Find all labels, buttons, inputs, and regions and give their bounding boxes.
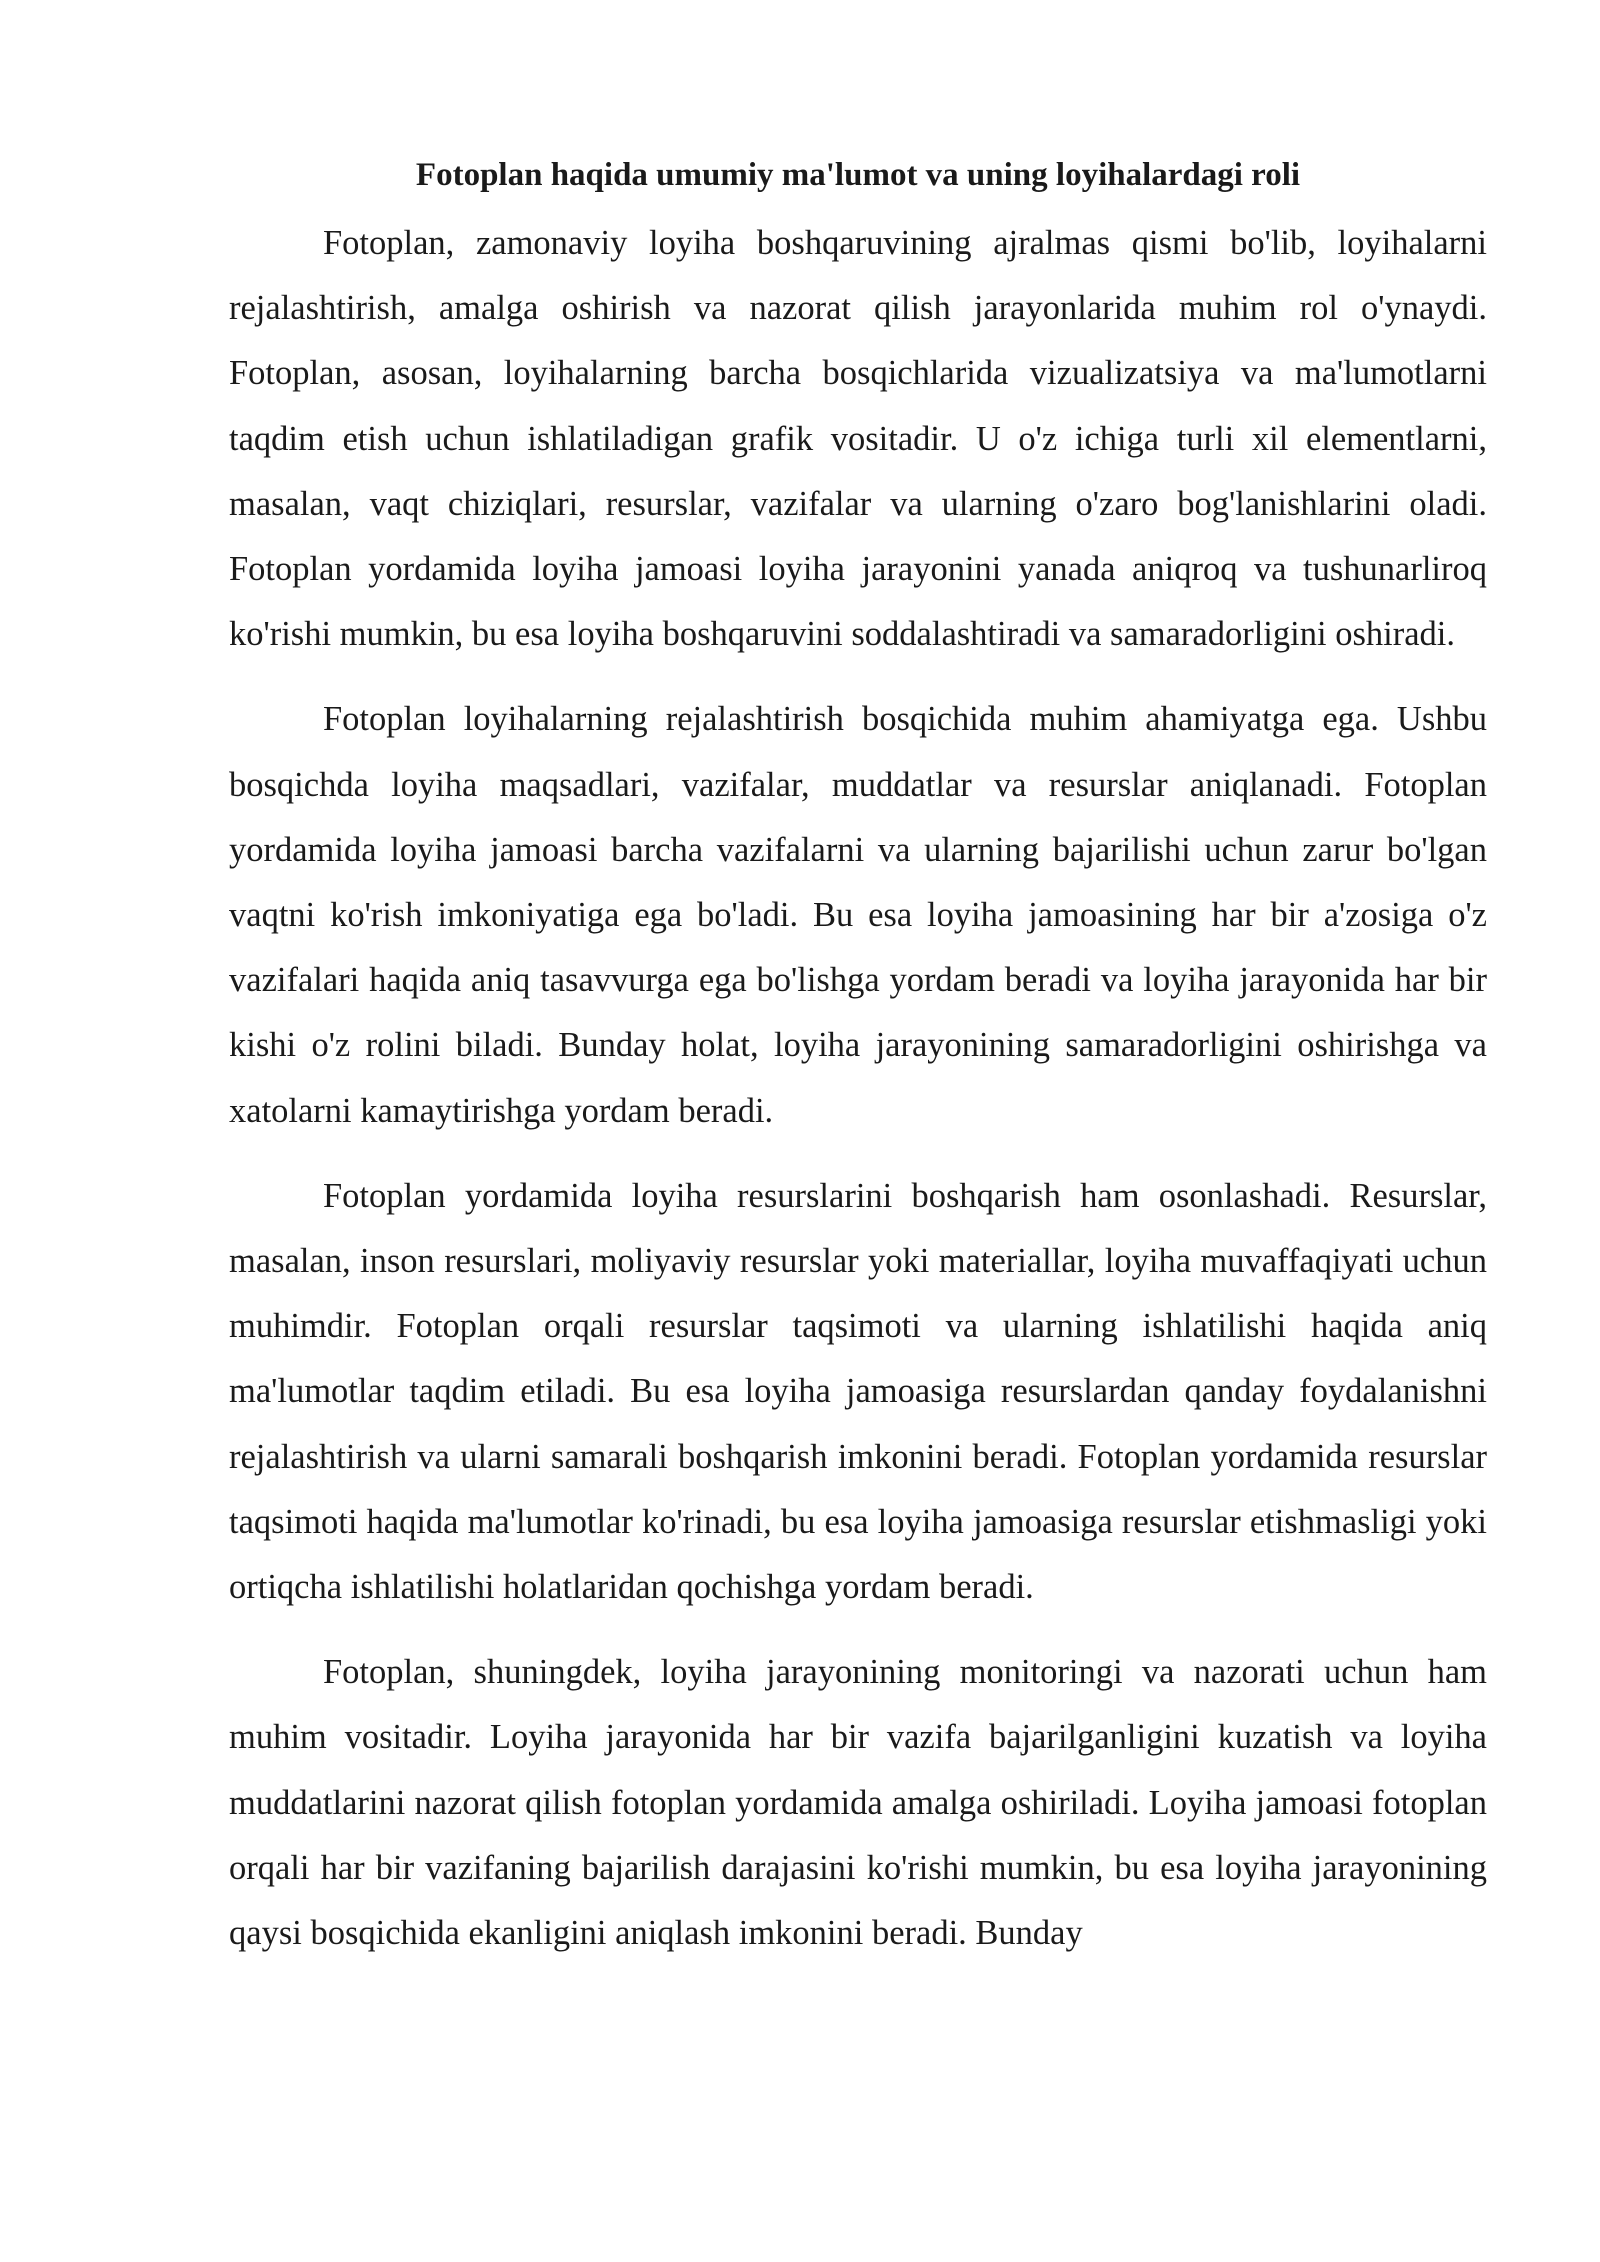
paragraph-4: Fotoplan, shuningdek, loyiha jarayonining monitoringi va nazorati uchun ham muhim vositadir. Loyiha jarayonida har bir vazifa bajarilganligini kuzatish va loyiha muddatlarini nazorat qilish fotoplan yordamida amalga oshiriladi. Loyiha jamoasi fotoplan orqali har bir vazifaning bajarilish darajasini ko'rishi mumkin, bu esa loyiha jarayonining qaysi bosqichida ekanligini aniqlash imkonini beradi. Bunday bbox=[229, 1653, 1487, 1953]
paragraph-3: Fotoplan yordamida loyiha resurslarini boshqarish ham osonlashadi. Resurslar, masalan, inson resurslari, moliyaviy resurslar yoki materiallar, loyiha muvaffaqiyati uchun muhimdir. Fotoplan orqali resurslar taqsimoti va ularning ishlatilishi haqida aniq ma'lumotlar taqdim etiladi. Bu esa loyiha jamoasiga resurslardan qanday foydalanishni rejalashtirish va ularni samarali boshqarish imkonini beradi. Fotoplan yordamida resurslar taqsimoti haqida ma'lumotlar ko'rinadi, bu esa loyiha jamoasiga resurslar etishmasligi yoki ortiqcha ishlatilishi holatlaridan qochishga yordam beradi. bbox=[229, 1176, 1487, 1607]
document-title: Fotoplan haqida umumiy ma'lumot va uning loyihalardagi roli bbox=[415, 157, 1301, 193]
paragraph-2: Fotoplan loyihalarning rejalashtirish bosqichida muhim ahamiyatga ega. Ushbu bosqichda loyiha maqsadlari, vazifalar, muddatlar va resurslar aniqlanadi. Fotoplan yordamida loyiha jamoasi barcha vazifalarni va ularning bajarilishi uchun zarur bo'lgan vaqtni ko'rish imkoniyatiga ega bo'ladi. Bu esa loyiha jamoasining har bir a'zosiga o'z vazifalari haqida aniq tasavvurga ega bo'lishga yordam beradi va loyiha jarayonida har bir kishi o'z rolini biladi. Bunday holat, loyiha jarayonining samaradorligini oshirishga va xatolarni kamaytirishga yordam beradi. bbox=[229, 700, 1487, 1130]
paragraph-1: Fotoplan, zamonaviy loyiha boshqaruvining ajralmas qismi bo'lib, loyihalarni rejalashtirish, amalga oshirish va nazorat qilish jarayonlarida muhim rol o'ynaydi. Fotoplan, asosan, loyihalarning barcha bosqichlarida vizualizatsiya va ma'lumotlarni taqdim etish uchun ishlatiladigan grafik vositadir. U o'z ichiga turli xil elementlarni, masalan, vaqt chiziqlari, resurslar, vazifalar va ularning o'zaro bog'lanishlarini oladi. Fotoplan yordamida loyiha jamoasi loyiha jarayonini yanada aniqroq va tushunarliroq ko'rishi mumkin, bu esa loyiha boshqaruvini soddalashtiradi va samaradorligini oshiradi. bbox=[229, 224, 1487, 654]
